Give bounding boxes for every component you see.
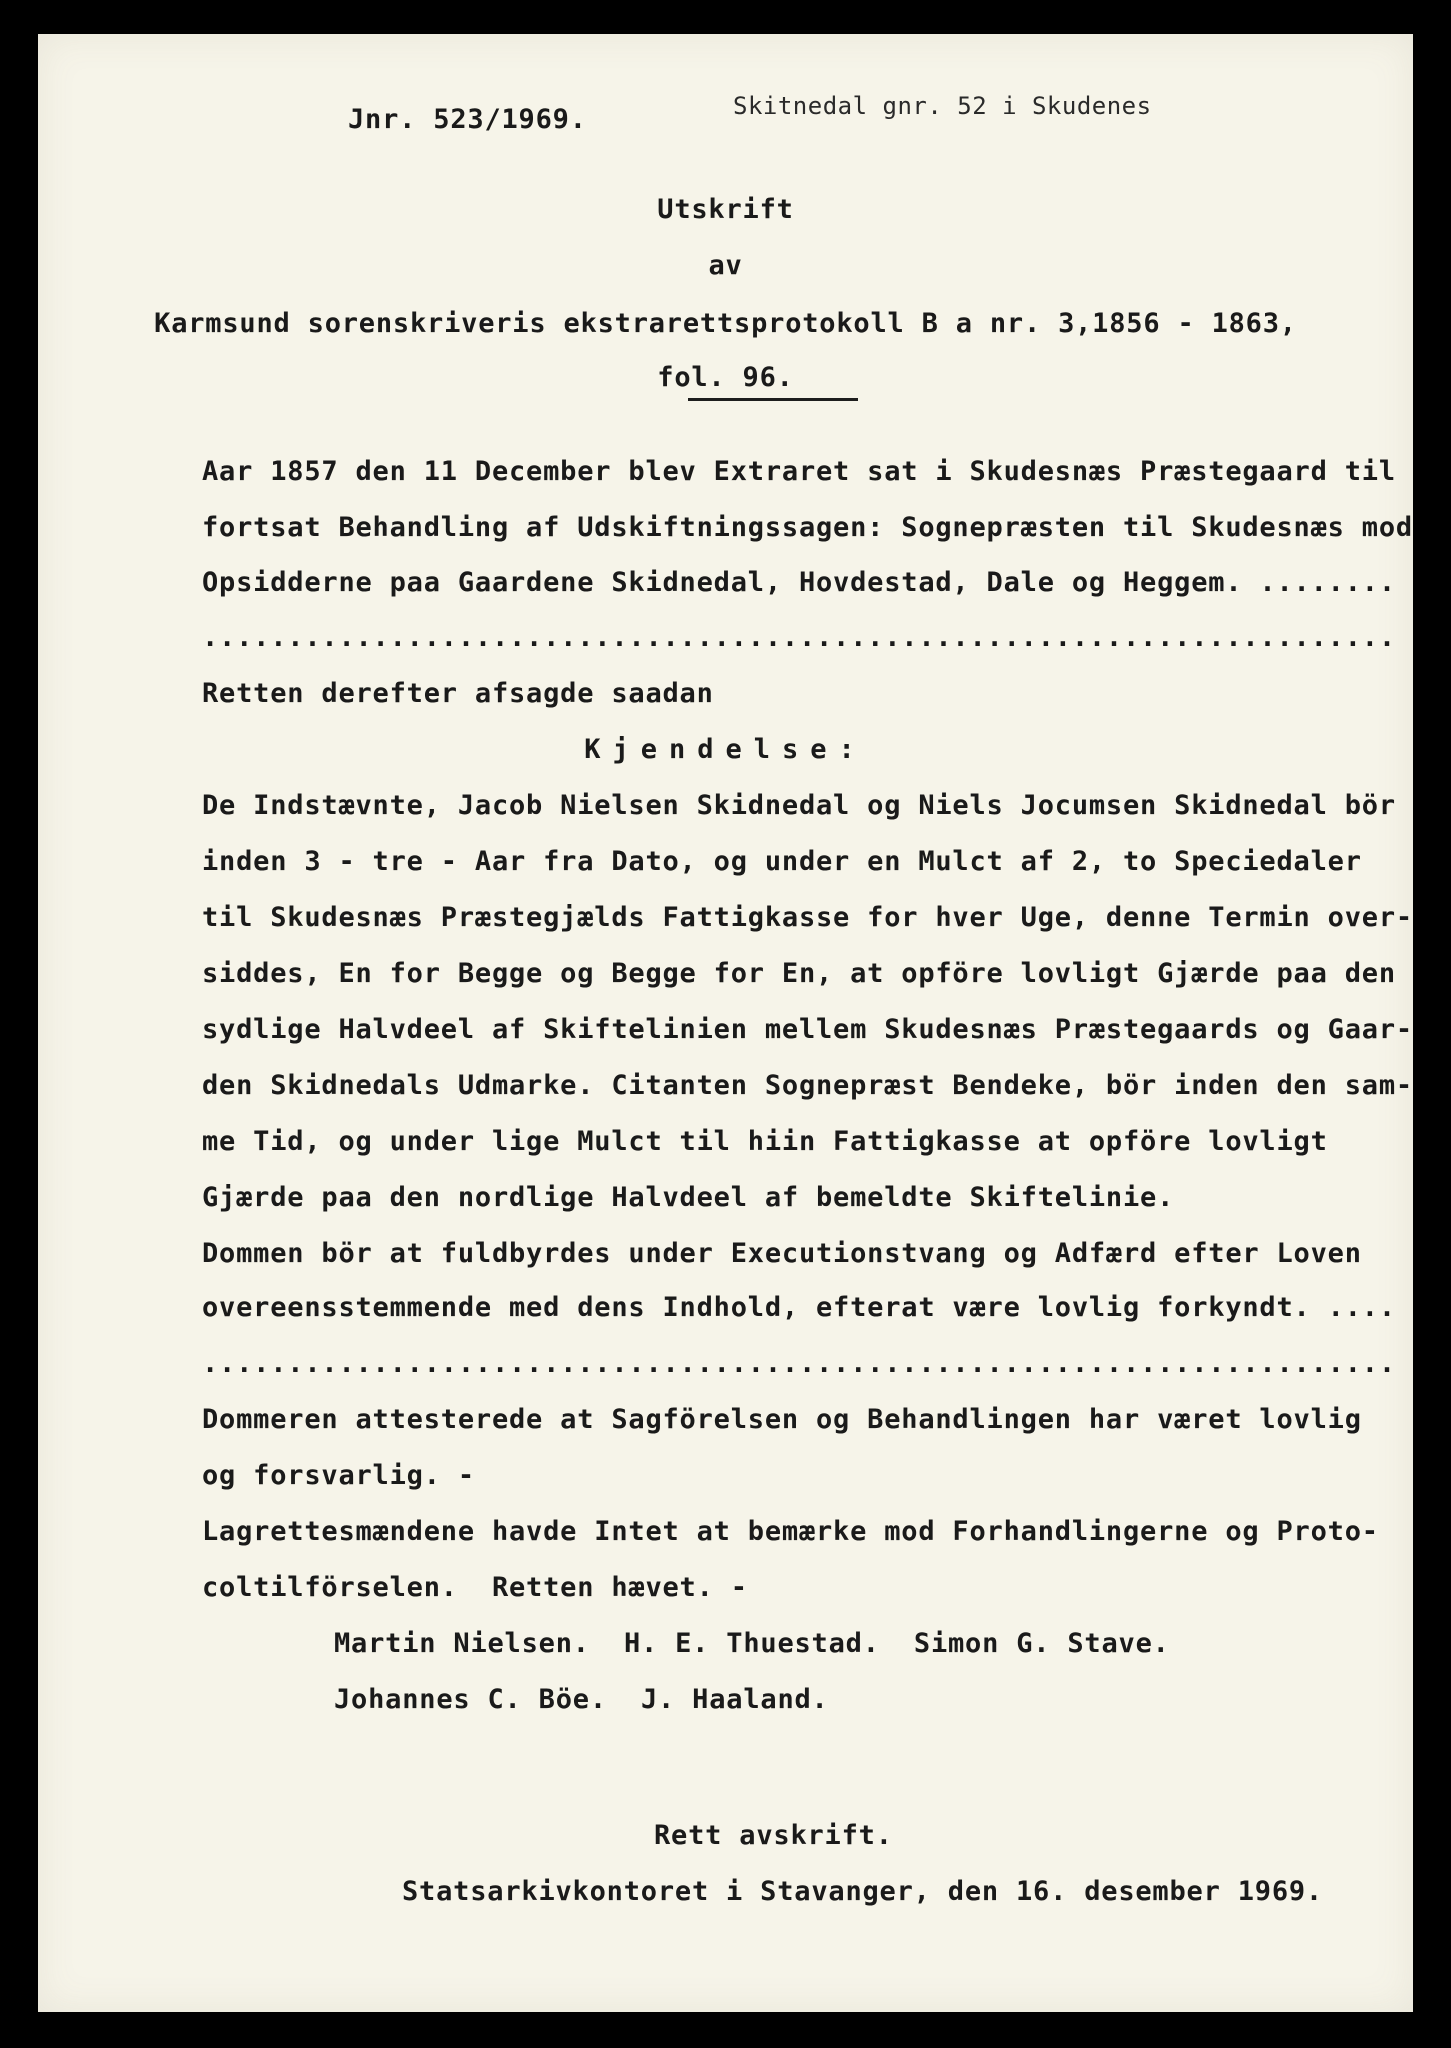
section-heading: Kjendelse: bbox=[584, 734, 867, 765]
property-reference: Skitnedal gnr. 52 i Skudenes bbox=[733, 92, 1152, 120]
text-line: fortsat Behandling af Udskiftningssagen: Sognepræsten til Skudesnæs mod bbox=[202, 512, 1413, 543]
text-line: til Skudesnæs Præstegjælds Fattigkasse for hver Uge, denne Termin over- bbox=[202, 902, 1413, 933]
signature-line: Johannes C. Böe. J. Haaland. bbox=[334, 1684, 829, 1715]
text-line: den Skidnedals Udmarke. Citanten Sognepræst Bendeke, bör inden den sam- bbox=[202, 1070, 1413, 1101]
certification: Rett avskrift. bbox=[654, 1820, 893, 1851]
title-protocol: Karmsund sorenskriveris ekstrarettsprotokoll B a nr. 3,1856 - 1863, bbox=[154, 308, 1297, 339]
text-line: De Indstævnte, Jacob Nielsen Skidnedal og Niels Jocumsen Skidnedal bör bbox=[202, 790, 1396, 821]
text-line: overeensstemmende med dens Indhold, efterat være lovlig forkyndt. .... bbox=[202, 1292, 1396, 1323]
text-line: Retten derefter afsagde saadan bbox=[202, 678, 714, 709]
text-line: Lagrettesmændene havde Intet at bemærke mod Forhandlingerne og Proto- bbox=[202, 1516, 1379, 1547]
office-date: Statsarkivkontoret i Stavanger, den 16. desember 1969. bbox=[402, 1876, 1323, 1907]
dotted-line: ...................................................................... bbox=[202, 622, 1396, 653]
text-line: me Tid, og under lige Mulct til hiin Fattigkasse at opföre lovligt bbox=[202, 1126, 1328, 1157]
text-line: Opsidderne paa Gaardene Skidnedal, Hovdestad, Dale og Heggem. ........ bbox=[202, 567, 1396, 598]
text-line: coltilförselen. Retten hævet. - bbox=[202, 1572, 748, 1603]
text-line: sydlige Halvdeel af Skiftelinien mellem Skudesnæs Præstegaards og Gaar- bbox=[202, 1014, 1413, 1045]
text-line: siddes, En for Begge og Begge for En, at opföre lovligt Gjærde paa den bbox=[202, 958, 1396, 989]
text-line: og forsvarlig. - bbox=[202, 1460, 475, 1491]
text-line: Dommen bör at fuldbyrdes under Executionstvang og Adfærd efter Loven bbox=[202, 1238, 1362, 1269]
title-underline bbox=[688, 398, 858, 401]
journal-number: Jnr. 523/1969. bbox=[348, 104, 587, 135]
title-utskrift: Utskrift bbox=[657, 194, 794, 225]
title-folio: fol. 96. bbox=[657, 362, 794, 393]
text-line: Gjærde paa den nordlige Halvdeel af bemeldte Skiftelinie. bbox=[202, 1182, 1175, 1213]
text-line: inden 3 - tre - Aar fra Dato, og under en Mulct af 2, to Speciedaler bbox=[202, 846, 1362, 877]
title-av: av bbox=[708, 250, 743, 281]
signature-line: Martin Nielsen. H. E. Thuestad. Simon G. Stave. bbox=[334, 1628, 1170, 1659]
document-page bbox=[38, 34, 1413, 2012]
dotted-line: ...................................................................... bbox=[202, 1348, 1396, 1379]
text-line: Aar 1857 den 11 December blev Extraret sat i Skudesnæs Præstegaard til bbox=[202, 456, 1396, 487]
text-line: Dommeren attesterede at Sagförelsen og Behandlingen har været lovlig bbox=[202, 1404, 1362, 1435]
